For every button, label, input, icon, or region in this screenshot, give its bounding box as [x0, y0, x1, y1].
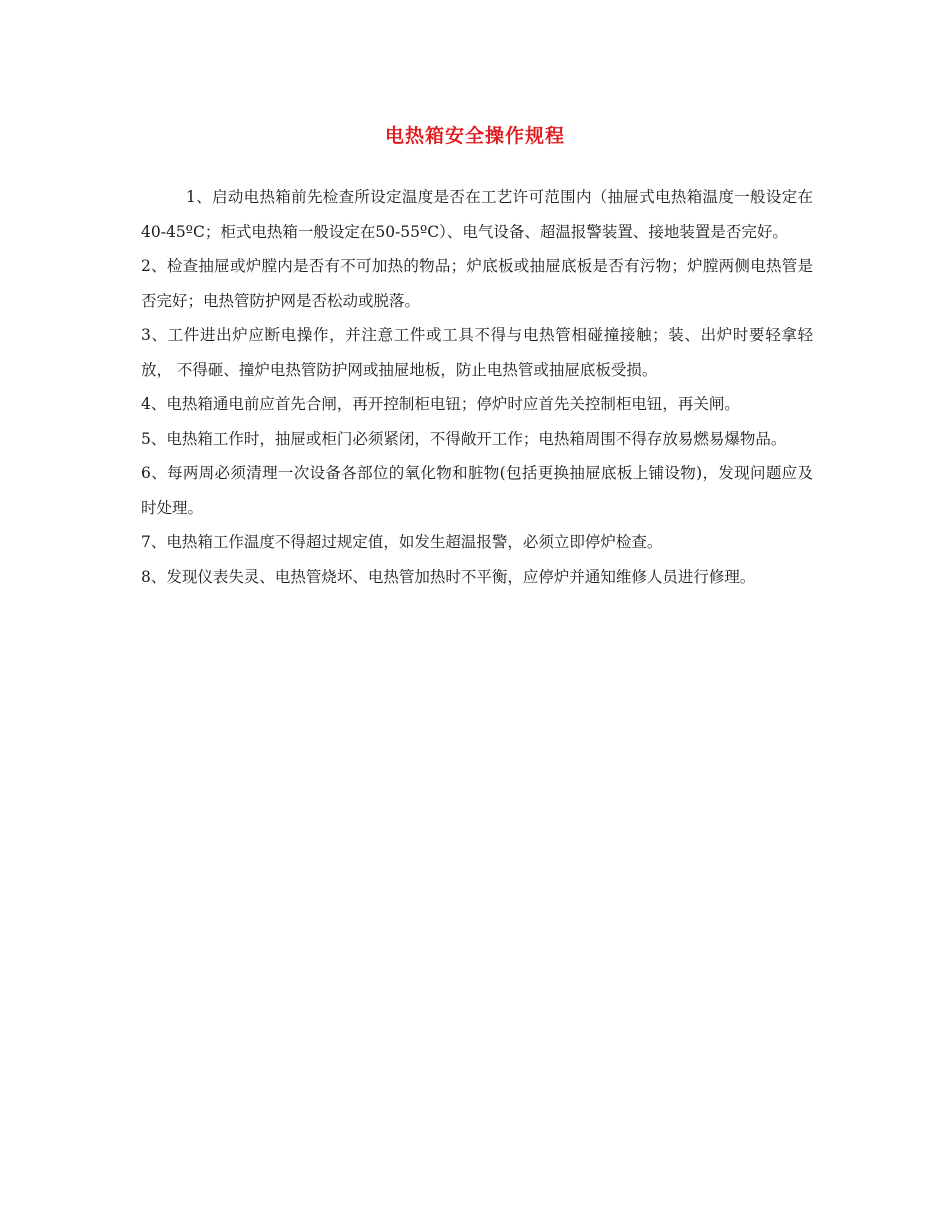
paragraph-7: 7、电热箱工作温度不得超过规定值，如发生超温报警，必须立即停炉检查。 [141, 533, 663, 551]
paragraph-6: 6、每两周必须清理一次设备各部位的氧化物和脏物(包括更换抽屉底板上铺设物)，发现问题应及时处理。 [141, 464, 813, 517]
paragraph-4: 4、电热箱通电前应首先合闸，再开控制柜电钮；停炉时应首先关控制柜电钮，再关闸。 [141, 395, 740, 413]
document-title: 电热箱安全操作规程 [384, 125, 565, 147]
paragraph-5: 5、电热箱工作时，抽屉或柜门必须紧闭，不得敞开工作；电热箱周围不得存放易燃易爆物品。 [141, 429, 787, 448]
paragraph-1: 1、启动电热箱前先检查所设定温度是否在工艺许可范围内（抽屉式电热箱温度一般设定在40-45ºC；柜式电热箱一般设定在50-55ºC）、电气设备、超温报警装置、接地装置是否完好。 [141, 188, 813, 241]
paragraph-2: 2、检查抽屉或炉膛内是否有不可加热的物品；炉底板或抽屉底板是否有污物；炉膛两侧电热管是否完好；电热管防护网是否松动或脱落。 [141, 257, 813, 310]
paragraph-3: 3、工件进出炉应断电操作，并注意工件或工具不得与电热管相碰撞接触；装、出炉时要轻拿轻放， 不得砸、撞炉电热管防护网或抽屉地板，防止电热管或抽屉底板受损。 [141, 326, 813, 379]
document-body [141, 180, 813, 594]
paragraph-8: 8、发现仪表失灵、电热管烧坏、电热管加热时不平衡，应停炉并通知维修人员进行修理。 [141, 567, 756, 586]
